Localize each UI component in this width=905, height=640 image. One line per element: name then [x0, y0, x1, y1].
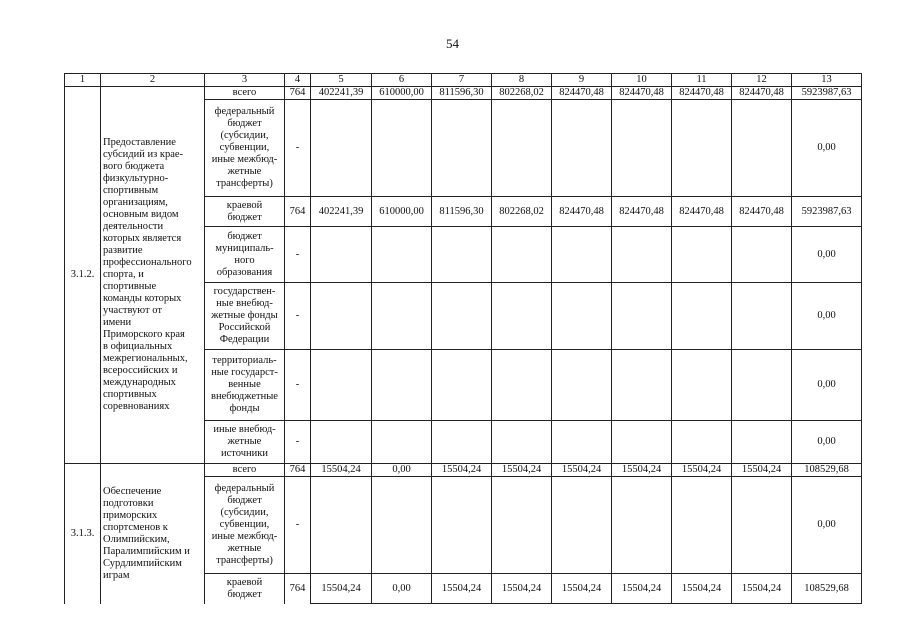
cell-c4: -	[285, 100, 311, 197]
cell-c4: 764	[285, 197, 311, 227]
column-header: 11	[672, 74, 732, 87]
column-header: 9	[552, 74, 612, 87]
cell-c4: 764	[285, 87, 311, 100]
text-line: жетные	[227, 543, 262, 554]
text-line: ные внебюд-	[216, 298, 273, 309]
text-line: спорта, и	[103, 269, 144, 280]
text-line: международных	[103, 377, 176, 388]
cell-c4: -	[285, 350, 311, 421]
cell-c9: 824470,48	[552, 197, 612, 227]
text-line: краевой	[226, 576, 263, 588]
text-line: ные государст-	[211, 367, 278, 378]
text-line: играм	[103, 569, 130, 581]
cell-c9: 15504,24	[552, 574, 612, 604]
text-line: профессионального	[103, 257, 192, 268]
text-line: территориаль-	[212, 355, 277, 366]
text-line: иные межбюд-	[211, 531, 278, 542]
budget-table	[64, 73, 862, 604]
cell-c6: 0,00	[372, 574, 432, 604]
item-code: 3.1.2.	[65, 87, 101, 464]
text-line: жетные	[227, 436, 262, 447]
text-line: имени	[103, 317, 132, 328]
text-line: муниципаль-	[215, 242, 274, 254]
text-line: развитие	[103, 245, 143, 256]
source-label	[205, 283, 285, 350]
text-line: Обеспечение	[103, 485, 162, 497]
cell-c7: 811596,30	[432, 197, 492, 227]
text-line: субвенции,	[219, 519, 270, 530]
column-header: 2	[101, 74, 205, 87]
text-line: Российской	[218, 322, 271, 333]
text-line: Сурдлимпийским	[103, 557, 182, 569]
text-line: бюджет	[227, 211, 262, 223]
cell-c4: 764	[285, 574, 311, 604]
source-label	[205, 574, 285, 604]
cell-c13: 5923987,63	[792, 87, 862, 100]
cell-c13: 0,00	[792, 227, 862, 283]
text-line: ного	[234, 254, 255, 266]
cell-c13: 108529,68	[792, 574, 862, 604]
text-line: источники	[221, 448, 268, 459]
text-line: фонды	[229, 403, 260, 414]
cell-c13: 0,00	[792, 100, 862, 197]
text-line: всероссийских и	[103, 365, 178, 376]
text-line: Паралимпийским и	[103, 545, 190, 557]
text-line: иные внебюд-	[213, 424, 276, 435]
source-label: всего	[205, 464, 285, 477]
cell-c4: 764	[285, 464, 311, 477]
cell-c6: 610000,00	[372, 87, 432, 100]
text-line: команды которых	[103, 293, 182, 304]
table-row	[65, 464, 862, 477]
text-line: (субсидии,	[220, 507, 269, 518]
cell-c11: 824470,48	[672, 197, 732, 227]
text-line: спортивных	[103, 389, 157, 400]
cell-c10: 15504,24	[612, 464, 672, 477]
text-line: краевой	[226, 199, 263, 211]
column-header: 4	[285, 74, 311, 87]
cell-c6: 610000,00	[372, 197, 432, 227]
text-line: государствен-	[213, 286, 276, 297]
text-line: федеральный	[214, 106, 275, 117]
source-label	[205, 197, 285, 227]
cell-c13: 108529,68	[792, 464, 862, 477]
item-description	[101, 87, 205, 464]
cell-c10: 15504,24	[612, 574, 672, 604]
cell-c11: 15504,24	[672, 574, 732, 604]
source-label	[205, 477, 285, 574]
text-line: трансферты)	[216, 178, 273, 189]
text-line: спортсменов к	[103, 521, 168, 533]
table-row	[65, 87, 862, 100]
cell-c12: 824470,48	[732, 87, 792, 100]
text-line: вого бюджета	[103, 161, 165, 172]
column-header: 8	[492, 74, 552, 87]
text-line: спортивным	[103, 185, 159, 196]
text-line: в официальных	[103, 341, 173, 352]
text-line: Приморского края	[103, 329, 185, 340]
cell-c12: 824470,48	[732, 197, 792, 227]
page-number: 54	[446, 36, 459, 51]
text-line: внебюджетные	[211, 391, 278, 402]
text-line: федеральный	[214, 483, 275, 494]
text-line: деятельности	[103, 221, 164, 232]
column-header: 10	[612, 74, 672, 87]
cell-c11: 824470,48	[672, 87, 732, 100]
cell-c13: 0,00	[792, 283, 862, 350]
text-line: бюджет	[227, 118, 262, 129]
cell-c8: 802268,02	[492, 87, 552, 100]
source-label	[205, 350, 285, 421]
text-line: иные межбюд-	[211, 154, 278, 165]
cell-c8: 802268,02	[492, 197, 552, 227]
column-header: 6	[372, 74, 432, 87]
cell-c13: 0,00	[792, 350, 862, 421]
text-line: жетные	[227, 166, 262, 177]
column-header: 5	[311, 74, 372, 87]
item-code: 3.1.3.	[65, 464, 101, 604]
text-line: (субсидии,	[220, 130, 269, 141]
cell-c12: 15504,24	[732, 574, 792, 604]
text-line: межрегиональных,	[103, 353, 188, 364]
text-line: Федерации	[219, 334, 270, 345]
column-header: 13	[792, 74, 862, 87]
cell-c4: -	[285, 283, 311, 350]
text-line: приморских	[103, 509, 158, 521]
cell-c6: 0,00	[372, 464, 432, 477]
cell-c4: -	[285, 421, 311, 464]
cell-c9: 15504,24	[552, 464, 612, 477]
cell-c5: 402241,39	[311, 87, 372, 100]
text-line: которых является	[103, 233, 182, 244]
cell-c8: 15504,24	[492, 574, 552, 604]
column-numbers-row	[65, 74, 862, 87]
column-header: 3	[205, 74, 285, 87]
source-label	[205, 100, 285, 197]
cell-c10: 824470,48	[612, 87, 672, 100]
text-line: подготовки	[103, 497, 154, 509]
cell-c4: -	[285, 477, 311, 574]
text-line: образования	[216, 266, 273, 278]
cell-c4: -	[285, 227, 311, 283]
cell-c13: 0,00	[792, 421, 862, 464]
column-header: 12	[732, 74, 792, 87]
text-line: субвенции,	[219, 142, 270, 153]
text-line: трансферты)	[216, 555, 273, 566]
source-label: всего	[205, 87, 285, 100]
source-label	[205, 421, 285, 464]
text-line: спортивные	[103, 281, 157, 292]
text-line: венные	[228, 379, 261, 390]
text-line: субсидий из крае-	[103, 149, 184, 160]
item-description	[101, 464, 205, 604]
column-header: 1	[65, 74, 101, 87]
text-line: основным видом	[103, 209, 179, 220]
cell-c5: 15504,24	[311, 464, 372, 477]
cell-c8: 15504,24	[492, 464, 552, 477]
cell-c9: 824470,48	[552, 87, 612, 100]
text-line: организациям,	[103, 197, 168, 208]
text-line: бюджет	[227, 588, 262, 600]
source-label	[205, 227, 285, 283]
text-line: соревнованиях	[103, 401, 170, 412]
cell-c5: 402241,39	[311, 197, 372, 227]
cell-c12: 15504,24	[732, 464, 792, 477]
text-line: Олимпийским,	[103, 533, 170, 545]
cell-c13: 0,00	[792, 477, 862, 574]
cell-c7: 15504,24	[432, 464, 492, 477]
text-line: жетные фонды	[211, 310, 278, 321]
cell-c7: 15504,24	[432, 574, 492, 604]
text-line: участвуют от	[103, 305, 162, 316]
text-line: бюджет	[227, 230, 262, 242]
cell-c11: 15504,24	[672, 464, 732, 477]
text-line: физкультурно-	[103, 173, 169, 184]
column-header: 7	[432, 74, 492, 87]
cell-c7: 811596,30	[432, 87, 492, 100]
text-line: Предоставление	[103, 137, 176, 148]
cell-c5: 15504,24	[311, 574, 372, 604]
cell-c10: 824470,48	[612, 197, 672, 227]
cell-c13: 5923987,63	[792, 197, 862, 227]
text-line: бюджет	[227, 495, 262, 506]
